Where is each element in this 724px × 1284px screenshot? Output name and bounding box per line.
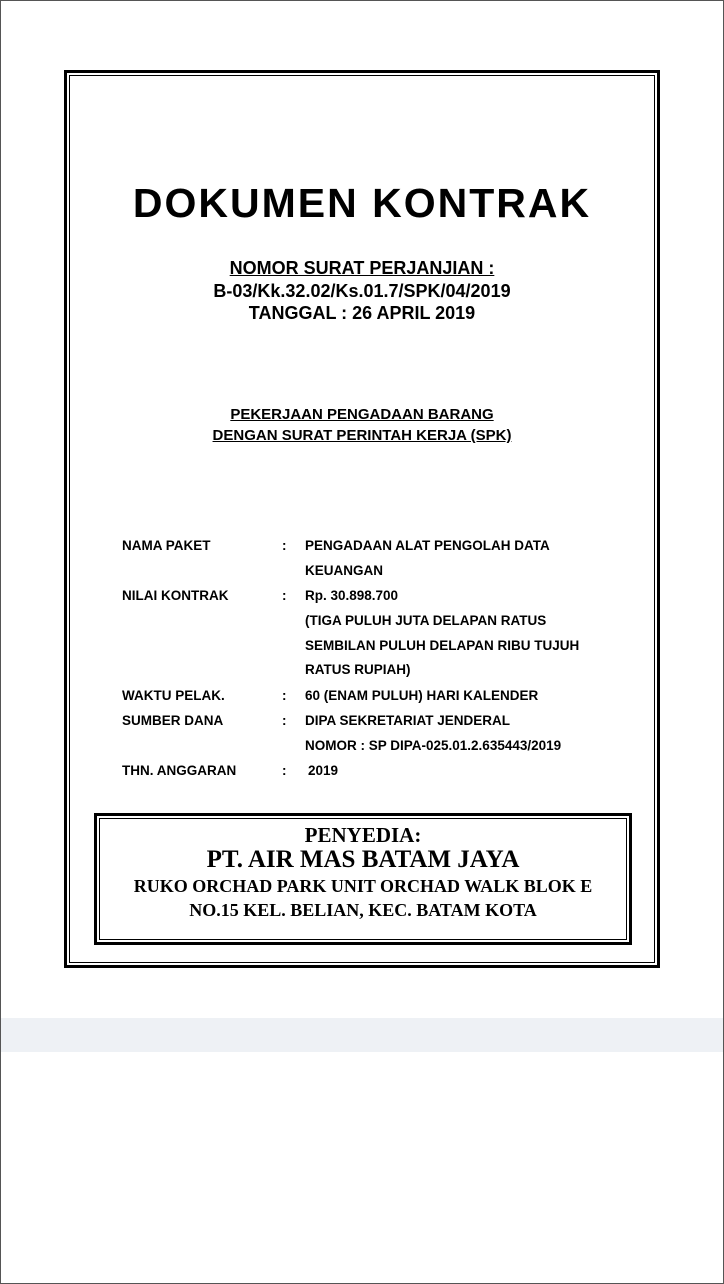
sumber-dana-value-line-2: NOMOR : SP DIPA-025.01.2.635443/2019 [305,738,562,753]
nilai-kontrak-value-line-2: (TIGA PULUH JUTA DELAPAN RATUS [305,613,547,628]
supplier-address-line-1: RUKO ORCHAD PARK UNIT ORCHAD WALK BLOK E [133,876,593,896]
thn-anggaran-label: THN. ANGGARAN [122,763,237,778]
sumber-dana-value-line-1: DIPA SEKRETARIAT JENDERAL [305,713,511,728]
supplier-name: PT. AIR MAS BATAM JAYA [206,846,520,873]
thn-anggaran-value: 2019 [308,763,339,778]
nilai-kontrak-label: NILAI KONTRAK [122,588,229,603]
nilai-kontrak-colon: : [282,588,287,603]
pekerjaan-line-1: PEKERJAAN PENGADAAN BARANG [230,406,494,423]
document-title: DOKUMEN KONTRAK [132,180,592,226]
sumber-dana-label: SUMBER DANA [122,713,224,728]
supplier-address-line-2: NO.15 KEL. BELIAN, KEC. BATAM KOTA [189,900,537,920]
nama-paket-label: NAMA PAKET [122,538,211,553]
supplier-heading: PENYEDIA: [304,823,422,847]
waktu-pelak-label: WAKTU PELAK. [122,688,225,703]
nilai-kontrak-value-line-1: Rp. 30.898.700 [305,588,399,603]
waktu-pelak-colon: : [282,688,287,703]
nomor-value: B-03/Kk.32.02/Ks.01.7/SPK/04/2019 [213,281,511,301]
waktu-pelak-value: 60 (ENAM PULUH) HARI KALENDER [305,688,539,703]
nama-paket-colon: : [282,538,287,553]
nilai-kontrak-value-line-4: RATUS RUPIAH) [305,662,411,677]
nama-paket-value-line-1: PENGADAAN ALAT PENGOLAH DATA [305,538,550,553]
tanggal: TANGGAL : 26 APRIL 2019 [248,303,476,323]
nilai-kontrak-value-line-3: SEMBILAN PULUH DELAPAN RIBU TUJUH [305,638,580,653]
thn-anggaran-colon: : [282,763,287,778]
pekerjaan-line-2: DENGAN SURAT PERINTAH KERJA (SPK) [212,427,512,444]
sumber-dana-colon: : [282,713,287,728]
nomor-label: NOMOR SURAT PERJANJIAN : [229,258,495,278]
nama-paket-value-line-2: KEUANGAN [305,563,384,578]
bottom-gray-strip [1,1018,723,1052]
